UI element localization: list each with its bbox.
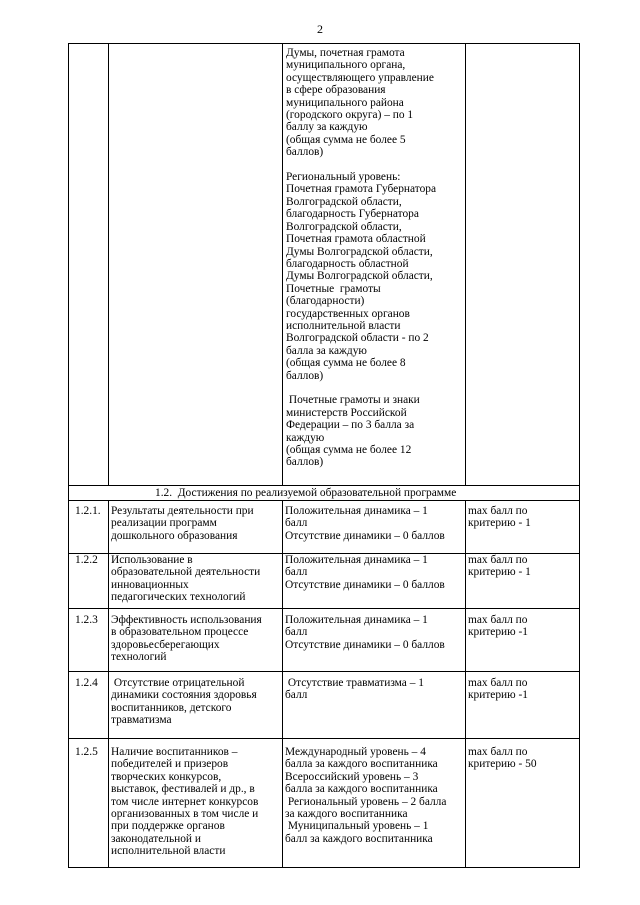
row-number: 1.2.5 [75,746,98,758]
table-border-left [68,43,69,867]
row-indicator: Отсутствие отрицательной динамики состояния здоровья воспитанников, детского травматизма [111,677,257,727]
row-indicator: Использование в образовательной деятельности инновационных педагогических технологий [111,554,261,604]
row-divider [68,738,580,739]
row-number: 1.2.4 [75,677,98,689]
row-criteria: Положительная динамика – 1 балл Отсутствие динамики – 0 баллов [285,614,445,651]
table-border-col3 [465,43,466,485]
row-divider [68,608,580,609]
row-max-score: max балл по критерию - 1 [468,505,531,530]
row-divider [68,485,580,486]
row-criteria: Отсутствие травматизма – 1 балл [285,677,424,702]
table-border-col3 [465,500,466,867]
row-criteria: Международный уровень – 4 балла за каждого воспитанника Всероссийский уровень – 3 балла за каждого воспитанника Региональный уровень – 2 балла за каждого воспитанника Муниципальный уровень – 1 балл за каждого воспитанника [285,746,447,845]
row-indicator: Наличие воспитанников – победителей и призеров творческих конкурсов, выставок, фестивалей и др., в том числе интернет конкурсов организованных в том числе и при поддержке органов законодательной и исполнительной власти [111,746,259,858]
row-max-score: max балл по критерию -1 [468,614,528,639]
row-max-score: max балл по критерию - 1 [468,554,531,579]
table-border-top [68,43,580,44]
table-border-col2 [282,43,283,485]
page-number: 2 [317,22,323,36]
row-number: 1.2.3 [75,614,98,626]
row-criteria: Положительная динамика – 1 балл Отсутствие динамики – 0 баллов [285,554,445,591]
row-number: 1.2.2 [75,554,98,566]
row-max-score: max балл по критерию - 50 [468,746,537,771]
row-indicator: Эффективность использования в образовательном процессе здоровьесберегающих технологий [111,614,262,664]
row-divider [68,500,580,501]
row-max-score: max балл по критерию -1 [468,677,528,702]
section-heading: 1.2. Достижения по реализуемой образовательной программе [155,487,457,499]
table-border-right [579,43,580,867]
row-number: 1.2.1. [75,505,101,517]
table-border-bottom [68,867,580,868]
row-divider [68,671,580,672]
table-border-col2 [282,500,283,867]
table-border-col1 [108,500,109,867]
continuation-criteria-text: Думы, почетная грамота муниципального органа, осуществляющего управление в сфере образования муниципального района (городского округа) – по 1 баллу за каждую (общая сумма не более 5 баллов) Региональный уровень: Почетная грамота Губернатора Волгоградской области, благодарность Губернатора Волгоградской области, Почетная грамота областной Думы Волгоградской области, благодарность областной Думы Волгоградской области, Почетные грамоты (благодарности) государственных органов исполнительной власти Волгоградской области - по 2 балла за каждую (общая сумма не более 8 баллов) Почетные грамоты и знаки министерств Российской Федерации – по 3 балла за каждую (общая сумма не более 12 баллов) [286,47,437,469]
row-indicator: Результаты деятельности при реализации программ дошкольного образования [111,505,254,542]
row-criteria: Положительная динамика – 1 балл Отсутствие динамики – 0 баллов [285,505,445,542]
table-border-col1 [108,43,109,485]
